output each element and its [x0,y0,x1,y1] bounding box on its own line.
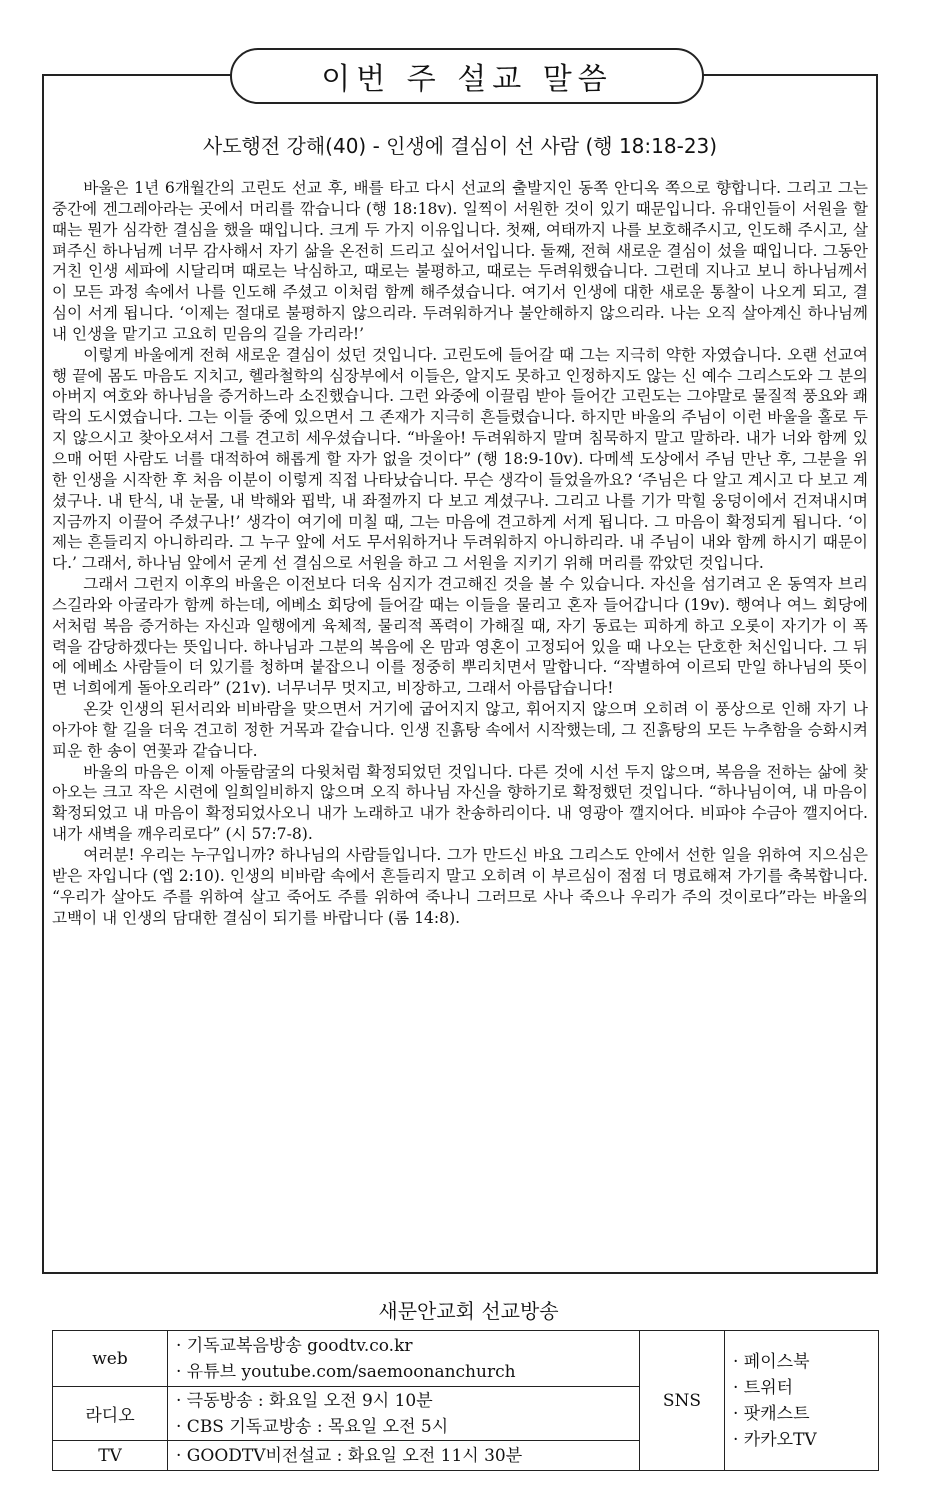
row-items-web [168,1331,640,1387]
list-item: · 유튜브 youtube.com/saemoonanchurch [176,1361,516,1382]
list-item: · 트위터 [733,1377,794,1398]
section-title-text: 이번 주 설교 말씀 [321,62,613,97]
row-label-web: web [53,1331,168,1387]
paragraph: 바울은 1년 6개월간의 고린도 선교 후, 배를 타고 다시 선교의 출발지인 동쪽 안디옥 쪽으로 향합니다. 그리고 그는 중간에 겐그레아라는 곳에서 머리를 깎습니다 (행 18:18v). 일찍이 서원한 것이 있기 때문입니다. 유대인들이 서원을 할 때는 뭔가 심각한 결심을 했을 때입니다. 크게 두 가지 이유입니다. 첫째, 여태까지 나를 보호해주시고, 인도해 주시고, 살펴주신 하나님께 너무 감사해서 자기 삶을 온전히 드리고 싶어서입니다. 둘째, 전혀 새로운 결심이 섰을 때입니다. 그동안 거친 인생 세파에 시달리며 때로는 낙심하고, 때로는 불평하고, 때로는 두려워했습니다. 그런데 지나고 보니 하나님께서 이 모든 과정 속에서 나를 인도해 주셨고 이처럼 함께 해주셨습니다. 여기서 인생에 대한 새로운 통찰이 나오게 되고, 결심이 서게 됩니다. ‘이제는 절대로 불평하지 않으리라. 두려워하거나 불안해하지 않으리라. 나는 오직 살아계신 하나님께 내 인생을 맡기고 고요히 믿음의 길을 가리라!’ [52,179,868,343]
row-label-tv: TV [53,1441,168,1471]
paragraph: 온갖 인생의 된서리와 비바람을 맞으면서 거기에 굽어지지 않고, 휘어지지 않으며 오히려 이 풍상으로 인해 자기 나아가야 할 길을 더욱 견고히 정한 거목과 같습니다. 인생 진흙탕 속에서 시작했는데, 그 진흙탕의 모든 누추함을 승화시켜 피운 한 송이 연꽃과 같습니다. [52,700,868,760]
list-item: · 팟캐스트 [733,1403,810,1424]
list-item: · CBS 기독교방송 : 목요일 오전 5시 [176,1416,449,1437]
sermon-title: 사도행전 강해(40) - 인생에 결심이 선 사람 (행 18:18-23) [202,134,718,158]
row-label-radio: 라디오 [53,1387,168,1441]
row-items-tv [168,1441,640,1471]
row-items-radio [168,1387,640,1441]
paragraph: 이렇게 바울에게 전혀 새로운 결심이 섰던 것입니다. 고린도에 들어갈 때 그는 지극히 약한 자였습니다. 오랜 선교여행 끝에 몸도 마음도 지치고, 헬라철학의 심장부에서 이들은, 알지도 못하고 인정하지도 않는 신 예수 그리스도와 그 분의 아버지 여호와 하나님을 증거하느라 소진했습니다. 그런 와중에 이끌림 받아 들어간 고린도는 그야말로 물질적 풍요와 쾌락의 도시였습니다. 그는 이들 중에 있으면서 그 존재가 지극히 흔들렸습니다. 하지만 바울의 주님이 이런 바울을 홀로 두지 않으시고 찾아오셔서 그를 견고히 세우셨습니다. “바울아! 두려워하지 말며 침묵하지 말고 말하라. 내가 너와 함께 있으매 어떤 사람도 너를 대적하여 해롭게 할 자가 없을 것이다” (행 18:9-10v). 다메섹 도상에서 주님 만난 후, 그분을 위한 인생을 시작한 후 처음 이분이 이렇게 직접 나타났습니다. 무슨 생각이 들었을까요? ‘주님은 다 알고 계시고 다 보고 계셨구나. 내 탄식, 내 눈물, 내 박해와 핍박, 내 좌절까지 다 보고 계셨구나. 그리고 나를 기가 막힐 웅덩이에서 건져내시며 지금까지 이끌어 주셨구나!’ 생각이 여기에 미칠 때, 그는 마음에 견고하게 서게 됩니다. 그 마음이 확정되게 됩니다. ‘이제는 흔들리지 아니하리라. 그 누구 앞에 서도 무서워하거나 두려워하지 아니하리라. 내 주님이 내와 함께 하시기 때문이다.’ 그래서, 하나님 앞에서 굳게 선 결심으로 서원을 하고 그 서원을 지키기 위해 머리를 깎았던 것입니다. [52,345,868,573]
sns-items [725,1331,879,1471]
list-item: · 페이스북 [733,1351,810,1372]
paragraph: 여러분! 우리는 누구입니까? 하나님의 사람들입니다. 그가 만드신 바요 그리스도 안에서 선한 일을 위하여 지으심은 받은 자입니다 (엡 2:10). 인생의 비바람 속에서 흔들리지 말고 오히려 이 부르심이 점점 더 명료해져 가기를 축복합니다. “우리가 살아도 주를 위하여 살고 죽어도 주를 위하여 죽나니 그러므로 사나 죽으나 우리가 주의 것이로다”라는 바울의 고백이 내 인생의 담대한 결심이 되기를 바랍니다 (롬 14:8). [52,846,868,927]
list-item: · 극동방송 : 화요일 오전 9시 10분 [176,1390,433,1411]
list-item: · GOODTV비전설교 : 화요일 오전 11시 30분 [176,1445,523,1466]
broadcast-table [52,1330,879,1471]
paragraph: 바울의 마음은 이제 아둘람굴의 다윗처럼 확정되었던 것입니다. 다른 것에 시선 두지 않으며, 복음을 전하는 삶에 찾아오는 크고 작은 시련에 일희일비하지 않으며 오직 하나님 자신을 향하기로 확정했던 것입니다. “하나님이여, 내 마음이 확정되었고 내 마음이 확정되었사오니 내가 노래하고 내가 찬송하리이다. 내 영광아 깰지어다. 비파야 수금아 깰지어다. 내가 새벽을 깨우리로다” (시 57:7-8). [52,762,868,844]
list-item: · 카카오TV [733,1429,817,1450]
list-item: · 기독교복음방송 goodtv.co.kr [176,1335,413,1356]
section-title [230,48,704,104]
broadcast-title: 새문안교회 선교방송 [378,1299,559,1323]
sermon-body [52,178,868,928]
sns-label: SNS [640,1331,725,1471]
paragraph: 그래서 그런지 이후의 바울은 이전보다 더욱 심지가 견고해진 것을 볼 수 있습니다. 자신을 섬기려고 온 동역자 브리스길라와 아굴라가 함께 하는데, 에베소 회당에 들어갈 때는 이들을 물리고 혼자 들어갑니다 (19v). 행여나 여느 회당에서처럼 복음 증거하는 자신과 일행에게 육체적, 물리적 폭력이 가해질 때, 자기 동료는 피하게 하고 오롯이 자기가 이 폭력을 감당하겠다는 뜻입니다. 하나님과 그분의 복음에 온 맘과 영혼이 고정되어 있을 때 나오는 단호한 처신입니다. 그 뒤에 에베소 사람들이 더 있기를 청하며 붙잡으니 이를 정중히 뿌리치면서 말합니다. “작별하여 이르되 만일 하나님의 뜻이면 너희에게 돌아오리라” (21v). 너무너무 멋지고, 비장하고, 그래서 아름답습니다! [52,575,868,698]
table-row [53,1331,879,1387]
